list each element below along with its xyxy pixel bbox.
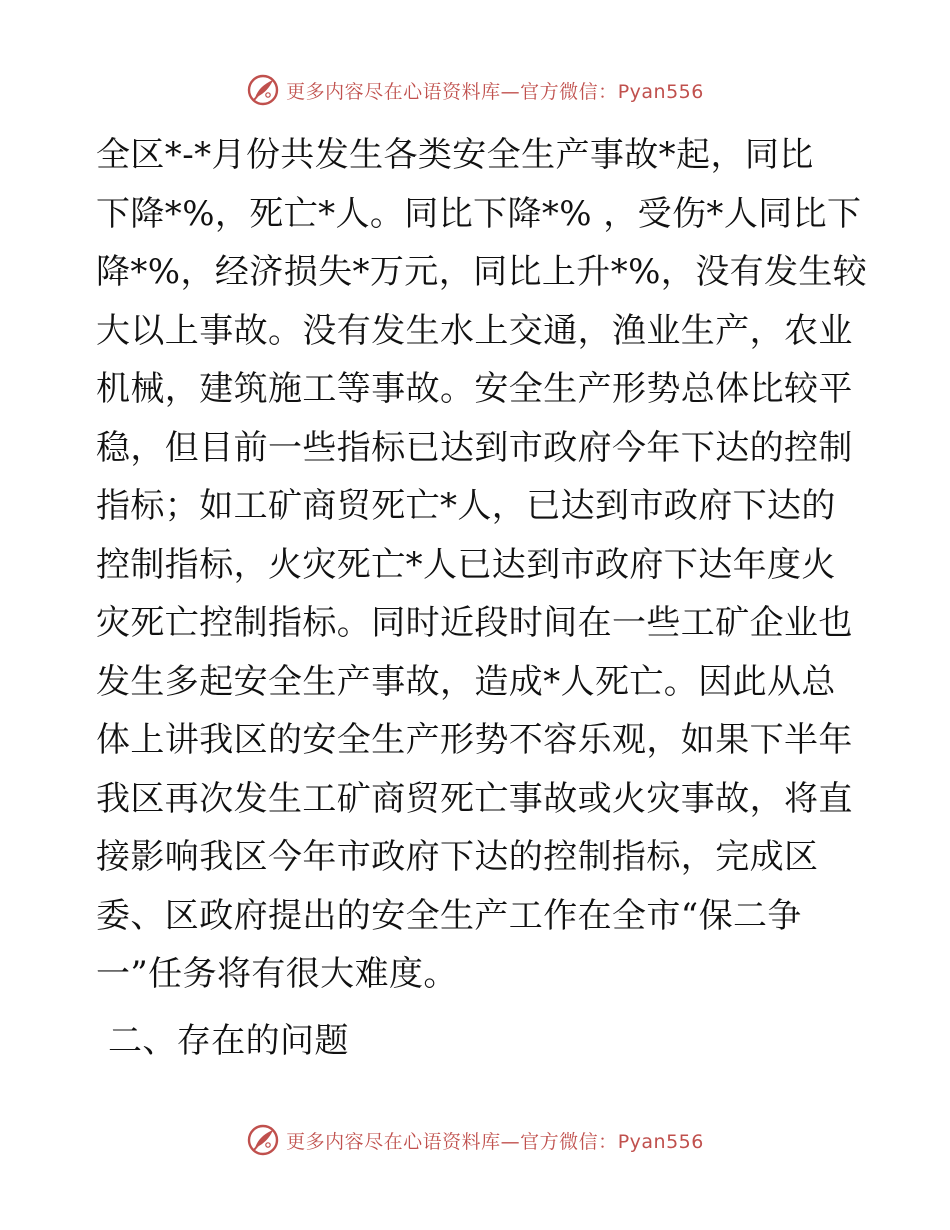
paragraph-line: 控制指标，火灾死亡*人已达到市政府下达年度火 [96,544,836,585]
paragraph-line: 下降*%，死亡*人。同比下降*% ，受伤*人同比下 [96,193,862,234]
paragraph-line: 发生多起安全生产事故，造成*人死亡。因此从总 [96,661,836,702]
banner-wechat-label: 官方微信： [520,80,618,103]
banner-wechat-id: Pyan556 [617,80,704,103]
paragraph-line: 体上讲我区的安全生产形势不容乐观，如果下半年 [96,720,853,760]
banner-wechat-id: Pyan556 [617,1130,704,1153]
banner-main-text: 更多内容尽在心语资料库 [286,1130,501,1153]
feather-pen-logo-icon [246,1123,280,1157]
banner-separator: — [500,80,521,103]
banner-main-text: 更多内容尽在心语资料库 [286,80,501,103]
paragraph-line: 我区再次发生工矿商贸死亡事故或火灾事故，将直 [96,778,853,819]
paragraph-line: 全区*-*月份共发生各类安全生产事故*起，同比 [96,135,814,175]
paragraph-line: 机械，建筑施工等事故。安全生产形势总体比较平 [96,369,853,409]
feather-pen-logo-icon [246,73,280,107]
banner-wechat-label: 官方微信： [520,1130,618,1153]
paragraph-line: 指标；如工矿商贸死亡*人，已达到市政府下达的 [96,486,836,526]
paragraph-line: 委、区政府提出的安全生产工作在全市“保二争 [96,895,802,936]
paragraph-line: 稳，但目前一些指标已达到市政府今年下达的控制 [96,427,853,468]
banner-text [286,1127,704,1154]
paragraph-line: 灾死亡控制指标。同时近段时间在一些工矿企业也 [96,603,853,643]
banner-separator: — [500,1130,521,1153]
paragraph-line: 一”任务将有很大难度。 [96,954,458,994]
paragraph-line: 大以上事故。没有发生水上交通，渔业生产，农业 [96,310,853,351]
section-heading: 二、存在的问题 [108,1021,349,1061]
banner-text [286,77,704,104]
footer-banner [0,1120,950,1160]
body-paragraph [96,126,868,1004]
header-banner [0,70,950,110]
paragraph-line: 接影响我区今年市政府下达的控制指标，完成区 [96,837,819,877]
paragraph-line: 降*%，经济损失*万元，同比上升*%，没有发生较 [96,252,868,292]
